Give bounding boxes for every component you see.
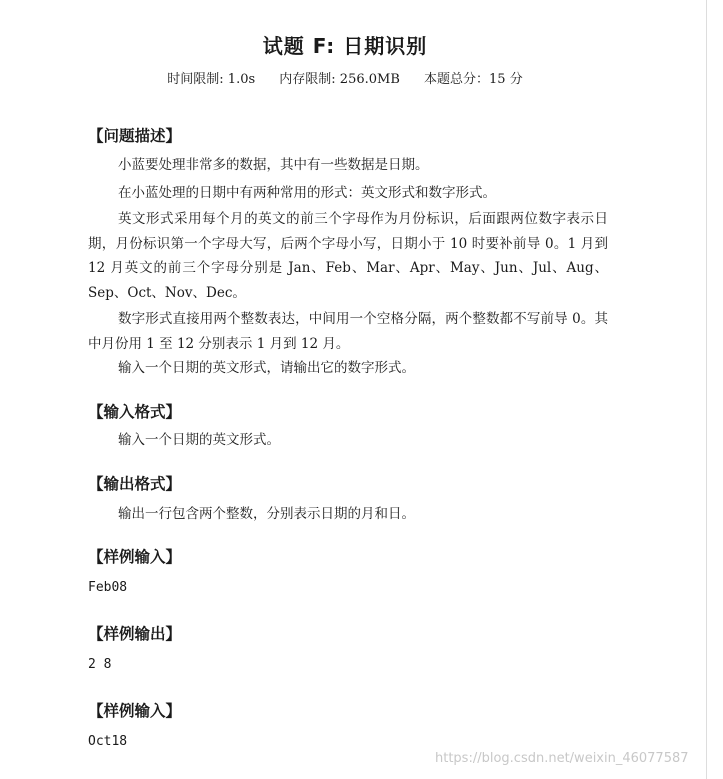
total-score: 本题总分：15 分 [424, 72, 523, 87]
output-format-text: 输出一行包含两个整数，分别表示日期的月和日。 [118, 506, 415, 522]
description-paragraph-5: 输入一个日期的英文形式，请输出它的数字形式。 [118, 360, 415, 376]
sample-input-code: Feb08 [88, 580, 128, 595]
sample-input-2-code: Oct18 [88, 734, 128, 749]
description-paragraph-1: 小蓝要处理非常多的数据，其中有一些数据是日期。 [118, 157, 429, 173]
page-title: 试题 F: 日期识别 [262, 34, 428, 58]
sample-output-heading: 【样例输出】 [88, 625, 182, 643]
description-paragraph-2: 在小蓝处理的日期中有两种常用的形式：英文形式和数字形式。 [118, 185, 496, 201]
sample-output-code: 2 8 [88, 657, 112, 672]
limits-line [0, 68, 690, 87]
description-paragraph-3: 英文形式采用每个月的英文的前三个字母作为月份标识，后面跟两位数字表示日期，月份标识第一个字母大写，后两个字母小写，日期小于 10 时要补前导 0。1 月到 12 月英文的前三个字母分别是 Jan、Feb、Mar、Apr、May、Jun、Jul、Aug、Sep、Oct、Nov、Dec。 [88, 211, 608, 301]
page-edge-line [706, 0, 707, 779]
description-paragraph-4: 数字形式直接用两个整数表达，中间用一个空格分隔，两个整数都不写前导 0。其中月份用 1 至 12 分别表示 1 月到 12 月。 [88, 311, 608, 352]
time-limit: 时间限制: 1.0s [167, 72, 256, 87]
watermark: https://blog.csdn.net/weixin_46077587 [435, 751, 689, 766]
input-format-heading: 【输入格式】 [88, 403, 182, 421]
sample-input-2-heading: 【样例输入】 [88, 702, 182, 720]
output-format-heading: 【输出格式】 [88, 475, 182, 493]
memory-limit: 内存限制: 256.0MB [279, 72, 400, 87]
sample-input-heading: 【样例输入】 [88, 548, 182, 566]
description-heading: 【问题描述】 [88, 127, 182, 145]
input-format-text: 输入一个日期的英文形式。 [118, 432, 280, 448]
